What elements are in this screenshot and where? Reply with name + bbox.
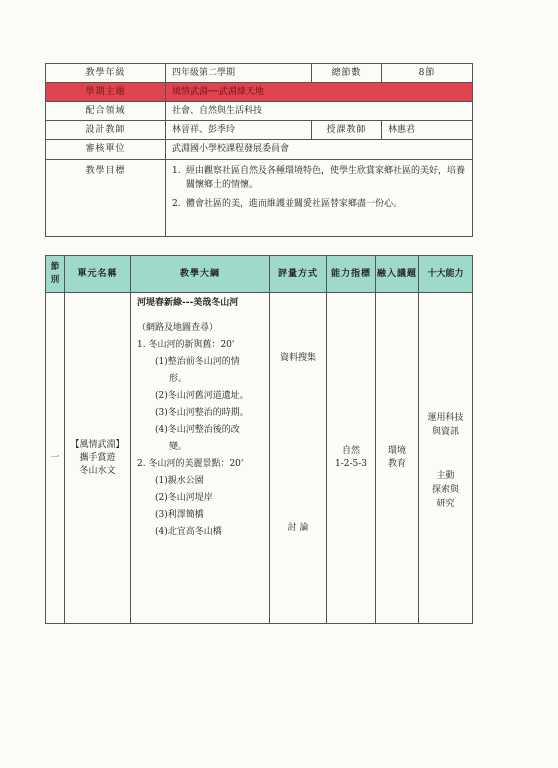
goal-text: 體會社區的美，進而維護並關愛社區替家鄉盡一份心。	[186, 199, 403, 209]
header-jie: 節別	[46, 256, 65, 293]
outline-line: 變。	[169, 442, 188, 452]
outline-line: 2. 冬山河的美麗景點：20'	[137, 459, 244, 469]
theme-label: 學期主題	[46, 83, 166, 102]
outline-line: 1. 冬山河的新與舊：20'	[137, 340, 235, 350]
ten-ability-line: 探索與	[431, 485, 459, 495]
review-label: 審核單位	[46, 140, 166, 160]
header-ten-abilities: 十大能力	[419, 256, 473, 293]
designer-label: 設計教師	[46, 121, 166, 140]
issue-cell	[376, 293, 419, 624]
goal-number: 1.	[172, 166, 181, 176]
header-assess: 評量方式	[270, 256, 327, 293]
assess-method: 資料搜集	[279, 353, 316, 363]
unit-name-line: 【風情武淵】	[70, 439, 125, 450]
sessions-value: 8節	[382, 64, 473, 83]
header-unit: 單元名稱	[65, 256, 131, 293]
outline-title: 河堤春新綠---美哉冬山河	[137, 298, 239, 308]
review-value: 武淵國小學校課程發展委員會	[166, 140, 473, 160]
outline-line: (3)冬山河整治的時期。	[155, 408, 249, 418]
ten-ability-line: 主動	[436, 471, 455, 481]
outline-line: (4)冬山河整治後的改	[155, 425, 240, 435]
issue-line: 教育	[387, 459, 406, 469]
ten-abilities-cell	[419, 293, 473, 624]
ten-ability-line: 研究	[436, 499, 455, 509]
goal-item	[172, 164, 466, 192]
domain-label: 配合領域	[46, 102, 166, 121]
grade-value: 四年級第二學期	[166, 64, 312, 83]
goals-label: 教學目標	[46, 160, 166, 237]
table-row	[46, 293, 473, 624]
outline-line: (4)北宜高冬山橋	[155, 527, 222, 537]
unit-name-line: 冬山水文	[79, 465, 116, 476]
assess-method: 討 論	[287, 523, 309, 533]
assess-cell	[270, 293, 327, 624]
unit-name-line: 攜手賞遊	[79, 452, 116, 463]
designer-value: 林晉祥、彭季玲	[166, 121, 312, 140]
outline-line: (1)親水公園	[155, 476, 204, 486]
outline-line: (2)冬山河堤岸	[155, 493, 213, 503]
teacher-value: 林惠君	[382, 121, 473, 140]
outline-line: (2)冬山河舊河道遺址。	[155, 391, 249, 401]
outline-cell	[131, 293, 270, 624]
header-outline: 教學大綱	[131, 256, 270, 293]
course-info-table	[45, 63, 473, 237]
outline-line: (3)利澤簡橋	[155, 510, 204, 520]
domain-value: 社會、自然與生活科技	[166, 102, 473, 121]
unit-name	[65, 293, 131, 624]
outline-line: 形。	[169, 374, 188, 384]
ability-cell	[327, 293, 376, 624]
outline-line: (1)整治前冬山河的情	[155, 357, 240, 367]
goal-number: 2.	[172, 199, 181, 209]
theme-value: 風情武淵──武淵綠天地	[166, 83, 473, 102]
ability-code: 1-2-5-3	[334, 459, 368, 469]
issue-line: 環境	[387, 446, 406, 456]
outline-line: （網路及地圖查尋）	[137, 323, 219, 333]
session-number: 一	[46, 293, 65, 624]
goal-item	[172, 197, 466, 211]
lesson-outline-table	[45, 255, 473, 624]
header-issue: 融入議題	[376, 256, 419, 293]
sessions-label: 總節數	[312, 64, 382, 83]
teacher-label: 授課教師	[312, 121, 382, 140]
outline-list	[137, 320, 263, 541]
grade-label: 教學年級	[46, 64, 166, 83]
header-ability: 能力指標	[327, 256, 376, 293]
goal-text: 經由觀察社區自然及各種環境特色，使學生欣賞家鄉社區的美好，培養關懷鄉土的情懷。	[186, 166, 466, 190]
ability-domain: 自然	[341, 446, 360, 456]
ten-ability-line: 運用科技	[427, 413, 464, 423]
ten-ability-line: 與資訊	[431, 427, 459, 437]
goals-cell	[166, 160, 473, 237]
